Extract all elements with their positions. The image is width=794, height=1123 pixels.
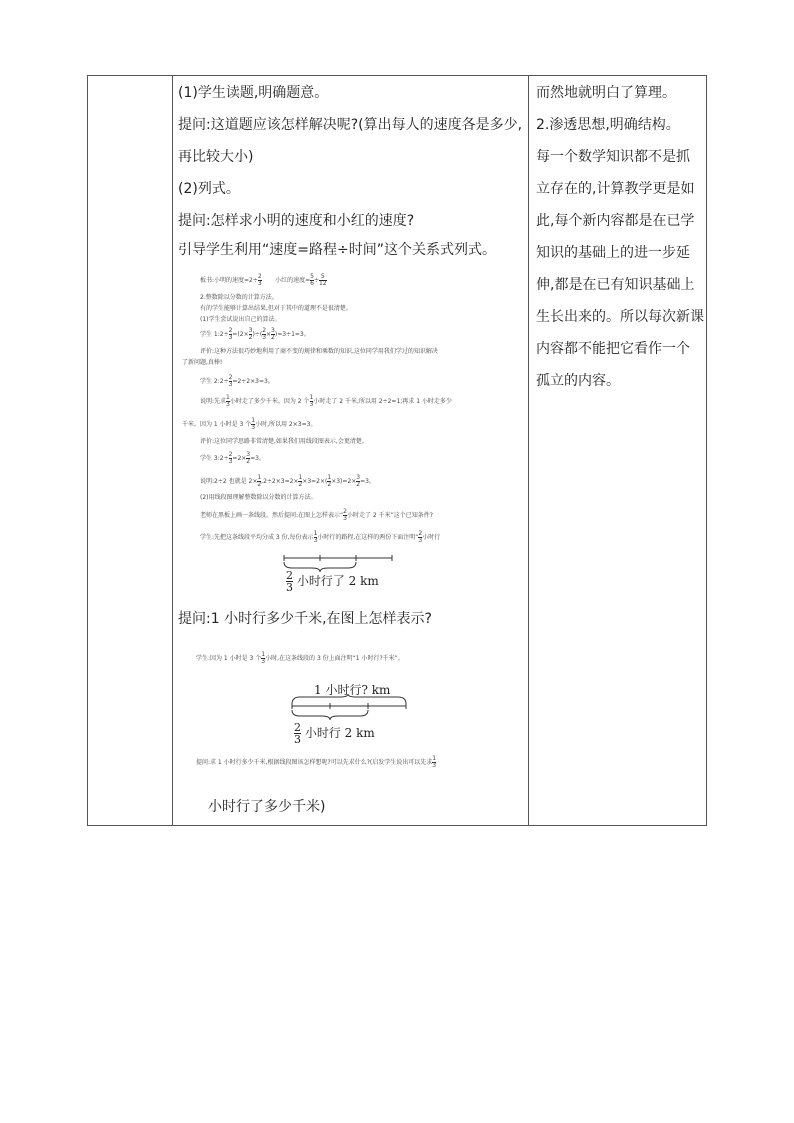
text-line: 生长出来的。所以每次新课 <box>536 309 704 325</box>
text-line: 伸,都是在已有知识基础上 <box>536 277 695 293</box>
small-text-line: 学生:因为 1 小时是 3 个 $\frac{1}{3}$ 小时,在这条线段的 3 份上面注明“1 小时行?千米”。 <box>196 651 404 665</box>
small-text-line: 2.整数除以分数的计算方法。 <box>200 294 278 301</box>
text-line: 知识的基础上的进一步延 <box>536 245 690 261</box>
small-text-line: 千米。因为 1 小时是 3 个 $\frac{1}{3}$ 小时,所以用 2×3=3。 <box>182 417 317 431</box>
small-text-line: 有的学生能够计算出结果,但对于其中的道理不是很清楚。 <box>200 305 352 312</box>
small-text-line: 学生:先把这条线段平均分成 3 份,每份表示 $\frac{1}{3}$ 小时行的路程,在这样的两份下面注明“ $\frac{2}{3}$ 小时行 <box>200 530 441 544</box>
small-text-line: (1)学生尝试说出自己的算法。 <box>200 316 281 323</box>
small-text-line: 提问:求 1 小时行多少千米,根据线段图该怎样想呢?可以先求什么?(启发学生说出可以先求 $\frac{1}{3}$ <box>196 755 437 769</box>
text-line: 提问:这道题应该怎样解决呢?(算出每人的速度各是多少, <box>178 117 523 133</box>
diagram-2-bottom-label: $\frac{2}{3}$ 小时行 2 km <box>294 721 375 746</box>
text-line: 每一个数学知识都不是抓 <box>536 149 690 165</box>
text-line: 引导学生利用“速度=路程÷时间”这个关系式列式。 <box>178 242 496 258</box>
small-text-line: 学生 3:2÷ $\frac{2}{3}$ =2× $\frac{3}{2}$ =3。 <box>200 451 265 465</box>
small-text-line: 评价:这种方法很巧妙地利用了商不变的规律和乘数的知识,这位同学用我们学过的知识解决 <box>200 348 438 355</box>
fraction: $\frac{5}{6}$ <box>310 273 314 287</box>
text-line: (2)列式。 <box>178 181 240 197</box>
text-line: 此,每个新内容都是在已学 <box>536 213 695 229</box>
small-text-line: 评价:这位同学思路非常清楚,如果我们用线段图表示,会更清楚。 <box>200 438 368 445</box>
text-line: 2.渗透思想,明确结构。 <box>536 117 680 133</box>
column-divider-1 <box>172 76 173 825</box>
text-line: 再比较大小) <box>178 149 254 165</box>
text-line: 小时行了多少千米) <box>208 799 326 815</box>
board-text: 板书:小明的速度=2÷ $\frac{2}{3}$ 小红的速度= $\frac{5}{6}$ ÷ $\frac{5}{12}$ <box>200 273 327 287</box>
text-line: 立存在的,计算教学更是如 <box>536 181 695 197</box>
text-line: 而然地就明白了算理。 <box>536 85 676 101</box>
small-text-line: 老师在黑板上画一条线段。然后提问:在图上怎样表示“ $\frac{2}{3}$ 小时走了 2 千米”这个已知条件? <box>200 508 433 522</box>
small-text-line: 了新问题,真棒! <box>182 359 223 366</box>
small-text-line: 说明:2÷2 也就是 2× $\frac{1}{2}$ ,2÷2×3=2× $\frac{1}{2}$ ×3=2×( $\frac{1}{2}$ ×3)=2× $\frac{3}{2}$ =3。 <box>200 474 375 488</box>
small-text-line: 说明:先求 $\frac{1}{3}$ 小时走了多少千米。因为 2 个 $\frac{1}{3}$ 小时走了 2 千米,所以用 2÷2=1;再求 1 小时走多少 <box>200 394 452 408</box>
small-text-line: (2)用线段图理解整数除以分数的计算方法。 <box>200 494 317 501</box>
text-line: 内容都不能把它看作一个 <box>536 341 690 357</box>
text-line: 提问:怎样求小明的速度和小红的速度? <box>178 213 415 229</box>
lesson-table <box>87 75 707 826</box>
text-line: 孤立的内容。 <box>536 373 620 389</box>
small-text-line: 学生 2:2÷ $\frac{2}{3}$ =2÷2×3=3。 <box>200 374 274 388</box>
column-divider-2 <box>528 76 529 825</box>
fraction: $\frac{2}{3}$ <box>257 273 262 287</box>
small-text-line: 学生 1:2÷ $\frac{2}{3}$ =(2× $\frac{3}{2}$ )÷( $\frac{2}{3}$ × $\frac{3}{2}$ )=3÷1=3。 <box>200 327 310 341</box>
text-line: (1)学生读题,明确题意。 <box>178 85 329 101</box>
fraction: $\frac{5}{12}$ <box>318 273 327 287</box>
text-line: 提问:1 小时行多少千米,在图上怎样表示? <box>178 611 432 627</box>
diagram-2-top-label: 1 小时行? km <box>314 683 391 697</box>
diagram-1-label: $\frac{2}{3}$ 小时行了 2 km <box>286 569 379 594</box>
